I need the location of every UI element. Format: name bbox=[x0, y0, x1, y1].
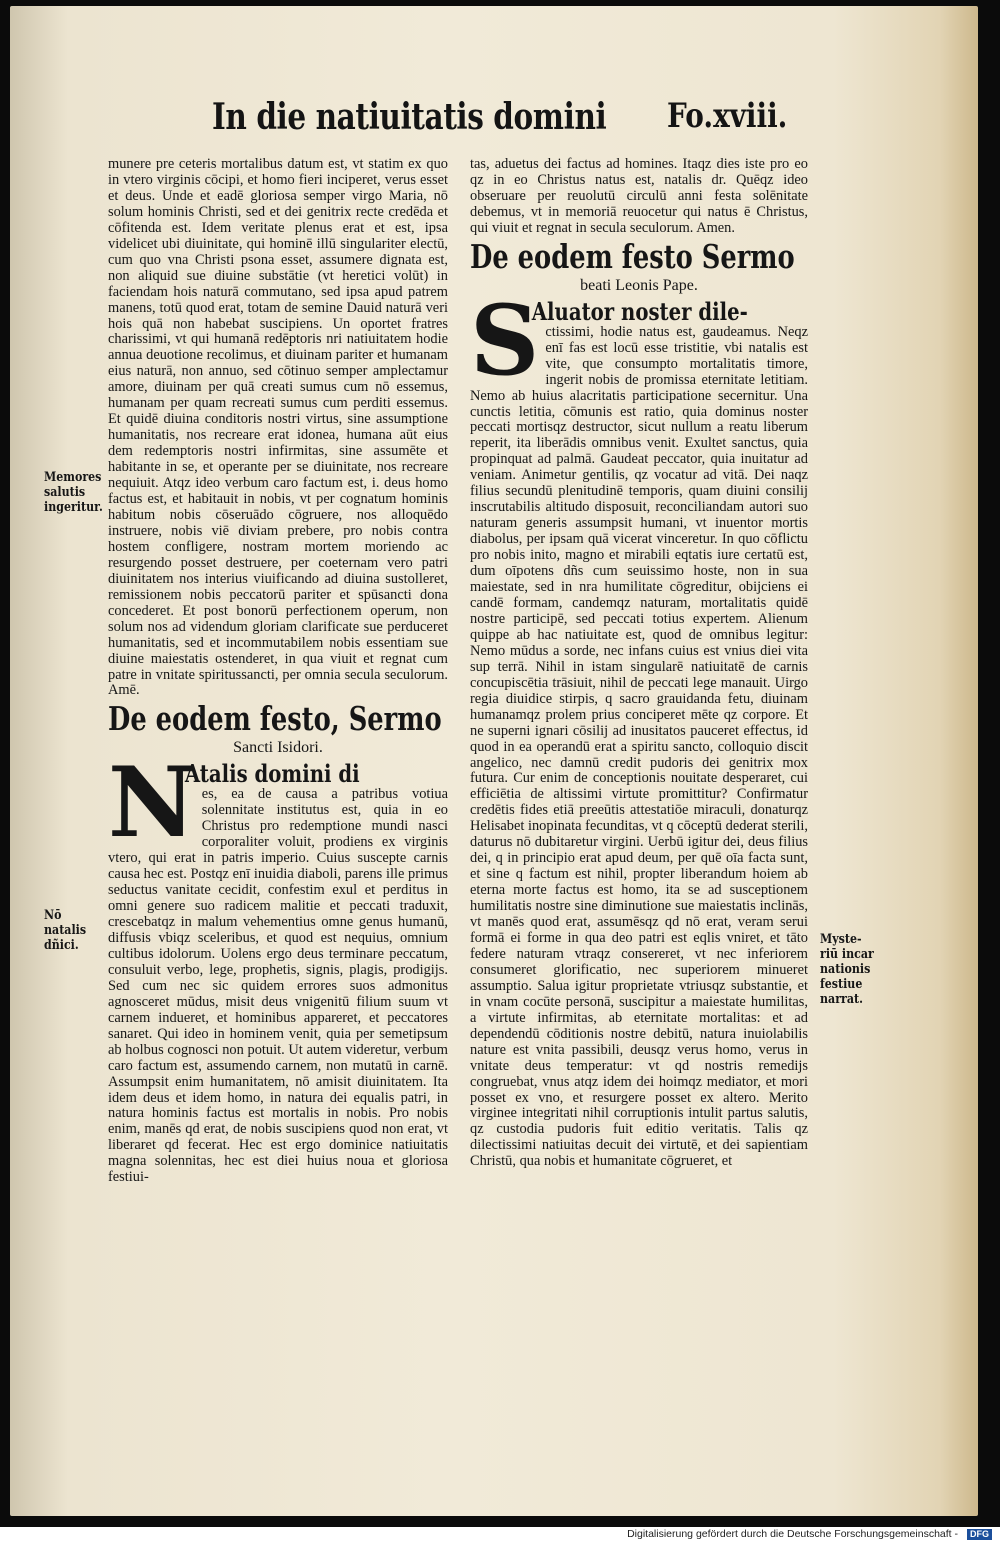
left-body-text: es, ea de causa a patribus votiua solennitate institutus est, quia in eo Christus pro redemptione mundi nasci corporaliter voluit, prodiens ex virginis vtero, qui erat in patris imperio. Cuius suscepte carnis causa hec est. Postqz enī inuidia diaboli, parens ille primus seductus vanitate cecidit, confestim exul et perditus in omni genere suo radicem malitie et peccati traduxit, crescebatqz in malum vehementius omne genus humanū, diffusis vbiqz sceleribus, et quod est nequius, omnium cultibus idolorum. Uolens ergo deus terminare peccatum, consuluit verbo, lege, prophetis, signis, plagis, prodigijs. Sed cum nec sic quidem errores suos admonitus agnosceret mūdus, misit deus vnigenitū filium suum vt carnem indueret, et hominibus appareret, et peccatores sanaret. Qui ideo in hominem venit, quia per semetipsum ab holbus cognosci non potuit. Ut autem videretur, verbum caro factum est, assumendo carnem, non mutatū in carnē. Assumpsit enim humanitatem, nō amisit diuinitatem. Ita idem deus et idem homo, in natura dei equalis patri, in natura hominis factus est mortalis in nobis. Pro nobis enim, manēs qd erat, de nobis suscipiens quod non erat, vt liberaret qd fecerat. Hec est ergo dominice natiuitatis magna solennitas, hec est diei huius noua et gloriosa festiui- bbox=[108, 786, 448, 1186]
left-opening-words: Atalis domini di bbox=[184, 759, 360, 789]
left-sermon-heading: De eodem festo, Sermo bbox=[108, 699, 442, 739]
folio-number: Fo.xviii. bbox=[667, 96, 788, 136]
left-sermon-subheading: Sancti Isidori. bbox=[233, 739, 323, 757]
right-column bbox=[470, 157, 808, 1170]
right-sermon-heading: De eodem festo Sermo bbox=[470, 236, 795, 276]
margin-note-3: Myste- riū incar nationis festiue narrat. bbox=[820, 932, 874, 1007]
footer-credit: Digitalisierung gefördert durch die Deutsche Forschungsgemeinschaft - bbox=[627, 1528, 958, 1540]
left-drop-initial: N bbox=[108, 746, 196, 860]
right-intro-text: tas, aduetus dei factus ad homines. Itaqz dies iste pro eo qz in eo Christus natus est, natalis dr. Quēqz ideo obseruare per reuolutū circulū anni festa solēnitate debemus, vt in memoriā reuocetur qui natus ē Christus, qui viuit et regnat in secula seculorum. Amen. bbox=[470, 156, 808, 236]
margin-note-2: Nō natalis dñici. bbox=[44, 908, 87, 953]
right-opening-words: Aluator noster dile- bbox=[531, 296, 748, 326]
left-intro-text: munere pre ceteris mortalibus datum est, vt statim ex quo in vtero virginis cōcipi, et homo fieri inciperet, verus esset et deus. Unde et eadē gloriosa semper virgo Maria, nō solum hominis Christi, sed et dei genitrix recte credēda et cōfitenda est. Idem veritate plenus erat et est, ipsa videlicet ubi diuinitate, qui hominē illū singulariter electū, cum quo vna Christi psona esset, assumere dignata est, non aliquid sue diuine substātie (vt heretici volūt) in faciendam hois naturā commutano, sed ipsa apud patrem manens, totū quod erat, totam de semine Dauid naturā veri hois quā non habebat suscipiens. Un oportet fratres charissimi, vt qui humanā redēptoris nri natiuitatem hodie annua deuotione recolimus, et diuinam pariter et humanam eius naturā, non annuo, sed cōtinuo semper amplectamur amore, diuinam per quā creati sumus cum nō essemus, humanam per quam recreati sumus cum perditi essemus. Et quidē diuina conditoris nostri virtus, sine assumptione humanitatis, nos recreare erat idonea, humana aūt eius dem redemptoris nostri infirmitas, sine assumēte et habitante in se, et operante per se diuinitate, nos recreare nequiuit. Atqz ideo verbum caro factum est, i. deus homo factus est, et habitauit in nobis, vt per cognatum hominis habitum nobis cōseruādo cōgruere, nos alloquēdo instruere, nobis viē diviam prebere, pro nobis contra hostem confligere, nostram mortem moriendo ac resurgendo posset destruere, per coeternam vero patri diuinitatem nos interius viuificando ad diuina sustolleret, remissionem nobis peccatorū pariter et spūsancti dona concederet. Et post bonorū perfectionem operum, non solum nos ad videndum gloriam clarificate sue perduceret humanitatis, sed et incommutabilem nobis essentiam sue diuine maiestatis ostenderet, in qua viuit et regnat cum patre in vnitate spiritussancti, per omnia secula seculorum. Amē. bbox=[108, 156, 448, 699]
running-head-title: In die natiuitatis domini bbox=[212, 96, 607, 138]
left-column bbox=[108, 157, 448, 1186]
margin-note-1: Memores salutis ingeritur. bbox=[44, 470, 103, 515]
dfg-logo: DFG bbox=[967, 1529, 992, 1540]
right-drop-initial: S bbox=[470, 283, 540, 397]
right-body-text: ctissimi, hodie natus est, gaudeamus. Neqz enī fas est locū esse tristitie, vbi natalis est vite, que consumpto mortalitatis timore, ingerit nobis de promissa eternitate letitiam. Nemo ab huius alacritatis participatione secernitur. Una cunctis letitia, cōmunis est ratio, quia dominus noster peccati mortisqz destructor, sicut nullum a reatu liberum reperit, ita liberādis omnibus venit. Exultet sanctus, quia propinquat ad palmā. Gaudeat peccator, quia inuitatur ad veniam. Animetur gentilis, qz vocatur ad vitā. Dei naqz filius secundū plenitudinē temporis, quam diuini consilij inscrutabilis altitudo disposuit, reconciliandam autori suo naturam generis assumpsit humani, vt inuentor mortis diabolus, per ipsam quā vicerat vinceretur. In quo cōflictu pro nobis inito, magno et mirabili eqtatis iure certatū est, dum oīpotens dñs cum seuissimo hoste, non in sua maiestate, sed in nra humilitate cōgreditur, obijciens ei candē formam, candemqz naturam, mortalitatis quidē nostre participē, sed peccati totius expertem. Alienum quippe ab hac natiuitate est, quod de omnibus legitur: Nemo mūdus a sorde, nec infans cuius est vnius diei vita sup terrā. Nihil in istam singularē natiuitatē de carnis concupiscētia trāsiuit, nihil de peccati lege manauit. Uirgo regia diuidice stirpis, q sacro grauidanda fetu, diuinam humanamqz prolem prius conciperet mēte qz corpore. Et ne superni ignari cōsilij ad inusitatos pauceret effectus, id quod in ea operandū erat a spiritu sancto, colloquio discit angelico, nec damnū credit pudoris dei genitrix mox futura. Cur enim de conceptionis nouitate desperaret, cui efficiētia de altissimi virtute promittitur? Confirmatur credētis fides etiā preeūtis attestatiōe miraculi, donaturqz Helisabet inopinata fecunditas, vt q cōceptū dederat sterili, daturus nō dubitaretur virgini. Uerbū igitur dei, deus filius dei, q in principio erat apud deum, per quē oīa facta sunt, et sine q factum est nihil, propter liberandum hoiem ab eterna morte factus est homo, ita se ad susceptionem humilitatis nostre sine diminutione sue maiestatis inclinās, vt manēs quod erat, assumēsqz qd nō erat, veram serui formā ei forme in qua deo patri est eqlis vniret, et tāto federe naturam vtraqz consereret, vt nec inferiorem consumeret glorificatio, nec superiorem minueret assumptio. Salua igitur proprietate vtriusqz substantie, et in vnam cocūte personā, suscipitur a maiestate humilitas, a virtute infirmitas, ab eternitate mortalitas: et ad dependendū cōditionis nostre debitū, natura inuiolabilis nature est vnita passibili, deusqz verus homo, verus in vnitate deus temperatur: vt qd nostris remedijs congruebat, vnus atqz idem dei hoimqz mediator, et mori posset ex vno, et resurgere posset ex altero. Merito virginee integritati nihil corruptionis intulit partus salutis, qz custodia pudoris fuit editio veritatis. Talis qz dilectissimi natiuitas decuit dei virtutē, et dei sapientiam Christū, qua nobis et humanitate cōgrueret, et bbox=[470, 323, 808, 1170]
running-head bbox=[212, 96, 812, 146]
right-sermon-subheading: beati Leonis Pape. bbox=[580, 276, 698, 294]
